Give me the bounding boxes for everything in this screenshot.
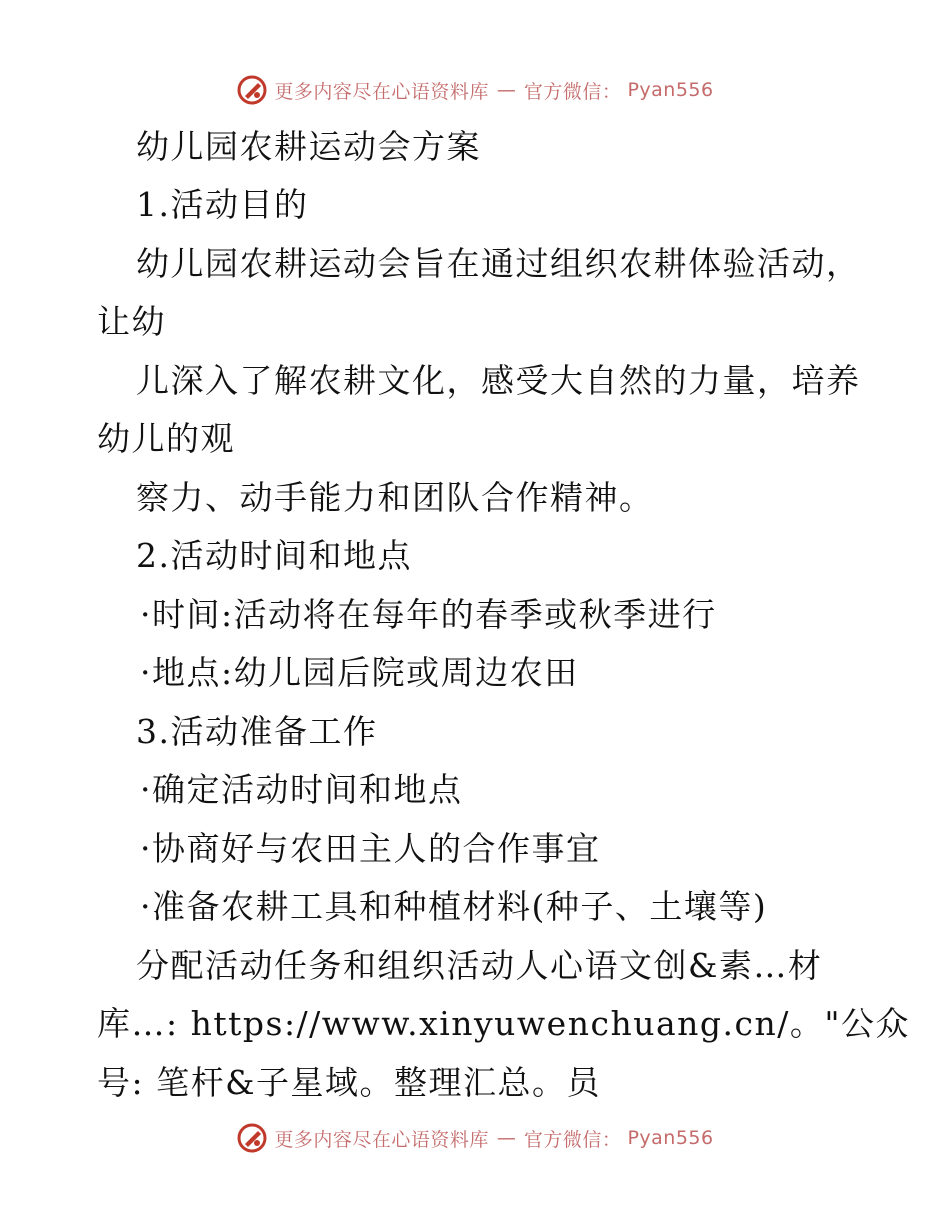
paragraph-line: 号: 笔杆&子星域。整理汇总。员: [97, 1063, 601, 1102]
paragraph-line: 儿深入了解农耕文化，感受大自然的力量，培养: [136, 361, 861, 400]
list-item: ·地点:幼儿园后院或周边农田: [140, 653, 579, 692]
list-item: ·确定活动时间和地点: [140, 770, 463, 809]
list-item: ·准备农耕工具和种植材料(种子、土壤等): [140, 887, 768, 926]
brand-logo-icon: [236, 74, 268, 106]
watermark-contact-label: 官方微信：: [523, 1128, 622, 1151]
header-watermark: [0, 70, 950, 110]
paragraph-line: 分配活动任务和组织活动人心语文创&素…材: [136, 946, 823, 985]
paragraph-line: 察力、动手能力和团队合作精神。: [136, 478, 654, 517]
watermark-brand: 更多内容尽在心语资料库: [274, 1128, 489, 1151]
watermark-separator: —: [496, 1127, 516, 1149]
watermark-contact-id: Pyan556: [627, 1127, 714, 1149]
paragraph-line: 幼儿的观: [97, 419, 235, 458]
section-heading-time-place: 2.活动时间和地点: [136, 536, 412, 575]
watermark-brand: 更多内容尽在心语资料库: [274, 80, 489, 103]
paragraph-line: 幼儿园农耕运动会旨在通过组织农耕体验活动，: [136, 244, 861, 283]
paragraph-line: 库…: https://www.xinyuwenchuang.cn/。"公众: [97, 1004, 911, 1043]
document-title: 幼儿园农耕运动会方案: [136, 127, 481, 166]
list-item: ·时间:活动将在每年的春季或秋季进行: [140, 595, 717, 634]
list-item: ·协商好与农田主人的合作事宜: [140, 829, 601, 868]
footer-watermark: [0, 1118, 950, 1158]
paragraph-line: 让幼: [97, 302, 166, 341]
watermark-contact-label: 官方微信：: [523, 80, 622, 103]
brand-logo-icon: [236, 1122, 268, 1154]
watermark-separator: —: [496, 79, 516, 101]
section-heading-purpose: 1.活动目的: [136, 185, 309, 224]
watermark-contact-id: Pyan556: [627, 79, 714, 101]
section-heading-preparation: 3.活动准备工作: [136, 712, 378, 751]
